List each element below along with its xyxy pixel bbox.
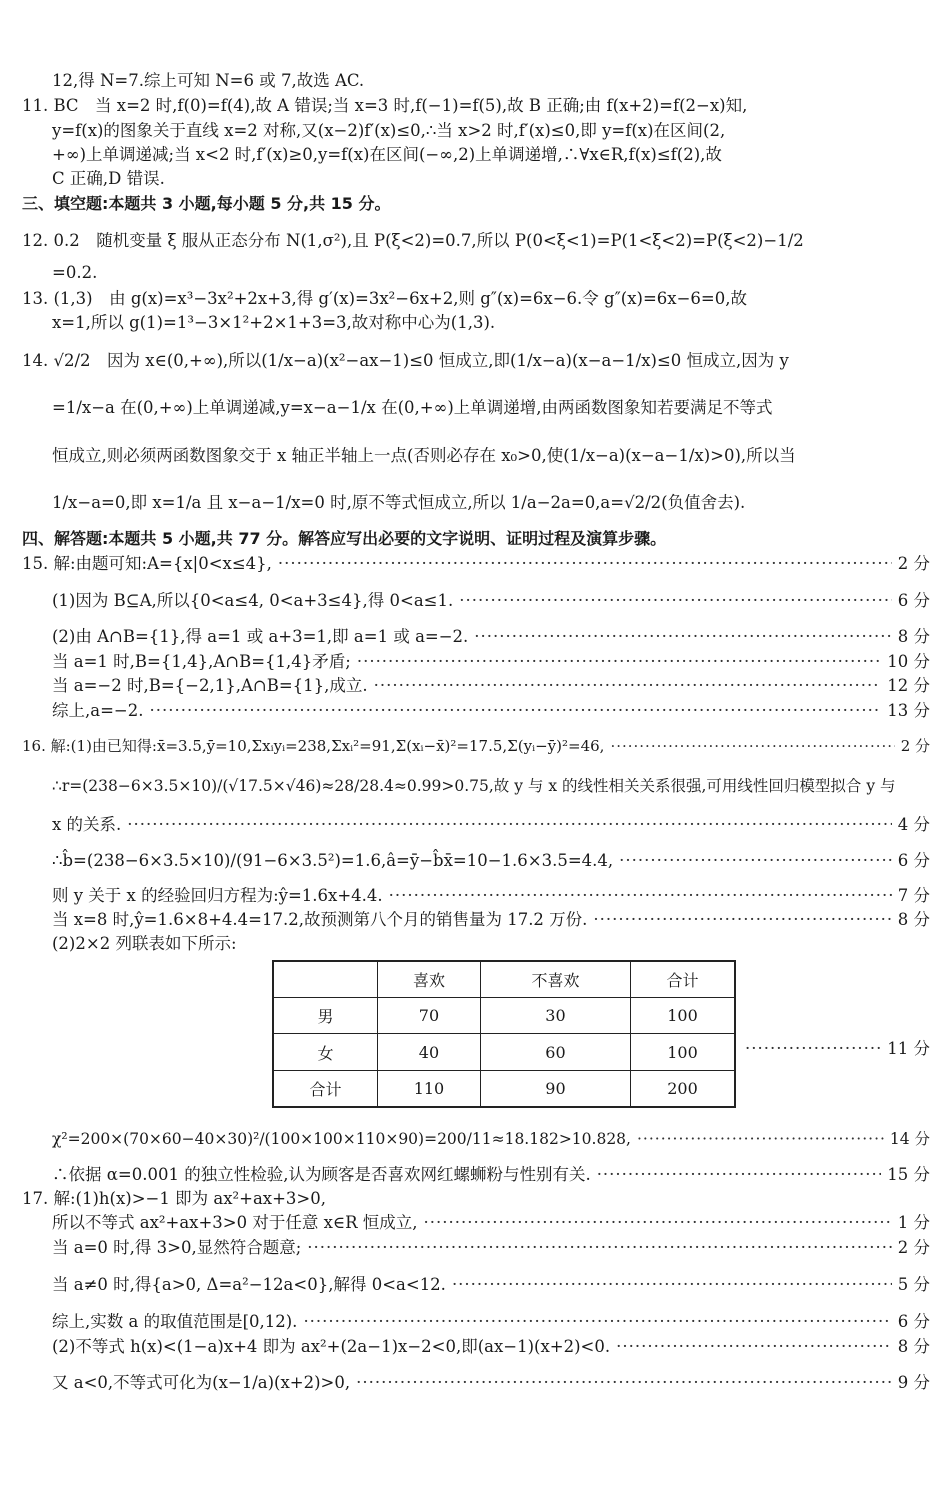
scored-line: ∴依据 α=0.001 的独立性检验,认为顾客是否喜欢网红螺蛳粉与性别有关. ····· 15 分 — [0, 1164, 950, 1186]
table-cell: 男 — [273, 998, 377, 1034]
scored-line: 综上,a=−2. ····· 13 分 — [0, 700, 950, 722]
table-intro: (2)2×2 列联表如下所示: — [52, 934, 237, 953]
line-2: 11. BC 当 x=2 时,f(0)=f(4),故 A 错误;当 x=3 时,f(−1)=f(5),故 B 正确;由 f(x+2)=f(2−x)知, — [22, 96, 748, 115]
scored-line: (1)因为 B⊆A,所以{0<a≤4, 0<a+3≤4},得 0<a≤1. ····· 6 分 — [0, 590, 950, 612]
scored-line: χ²=200×(70×60−40×30)²/(100×100×110×90)=200/11≈18.182>10.828, ····· 14 分 — [0, 1128, 950, 1150]
scored-line: ∴b̂=(238−6×3.5×10)/(91−6×3.5²)=1.6,â=ȳ−b̂x̄=10−1.6×3.5=4.4, ····· 6 分 — [0, 850, 950, 872]
problem-17-start: 17. 解:(1)h(x)>−1 即为 ax²+ax+3>0, — [22, 1189, 326, 1208]
table-cell: 合计 — [273, 1070, 377, 1107]
table-cell: 100 — [631, 1034, 735, 1070]
table-cell: 不喜欢 — [480, 961, 630, 998]
contingency-table — [272, 960, 736, 1108]
scored-line: (2)不等式 h(x)<(1−a)x+4 即为 ax²+(2a−1)x−2<0,即(ax−1)(x+2)<0. ····· 8 分 — [0, 1336, 950, 1358]
line-6: 12. 0.2 随机变量 ξ 服从正态分布 N(1,σ²),且 P(ξ<2)=0.7,所以 P(0<ξ<1)=P(1<ξ<2)=P(ξ<2)−1/2 — [22, 231, 804, 250]
table-cell — [273, 961, 377, 998]
scored-line: 当 a=1 时,B={1,4},A∩B={1,4}矛盾; ····· 10 分 — [0, 651, 950, 673]
table-cell: 40 — [377, 1034, 480, 1070]
scored-line: 当 a=−2 时,B={−2,1},A∩B={1},成立. ····· 12 分 — [0, 675, 950, 697]
table-row — [273, 998, 735, 1034]
line-12: 恒成立,则必须两函数图象交于 x 轴正半轴上一点(否则必存在 x₀>0,使(1/x−a)(x−a−1/x)>0),所以当 — [52, 446, 796, 465]
scored-line: (2)由 A∩B={1},得 a=1 或 a+3=1,即 a=1 或 a=−2. ····· 8 分 — [0, 626, 950, 648]
table-row — [273, 1070, 735, 1107]
table-cell: 30 — [480, 998, 630, 1034]
table-cell: 合计 — [631, 961, 735, 998]
table-cell: 110 — [377, 1070, 480, 1107]
table-cell: 60 — [480, 1034, 630, 1070]
scored-line: 又 a<0,不等式可化为(x−1/a)(x+2)>0, ····· 9 分 — [0, 1372, 950, 1394]
table-cell: 70 — [377, 998, 480, 1034]
line-8: 13. (1,3) 由 g(x)=x³−3x²+2x+3,得 g′(x)=3x²−6x+2,则 g″(x)=6x−6.令 g″(x)=6x−6=0,故 — [22, 289, 747, 308]
correlation-line: ∴r=(238−6×3.5×10)/(√17.5×√46)≈28/28.4≈0.99>0.75,故 y 与 x 的线性相关关系很强,可用线性回归模型拟合 y 与 — [52, 777, 896, 795]
line-3: y=f(x)的图象关于直线 x=2 对称,又(x−2)f′(x)≤0,∴当 x>2 时,f′(x)≤0,即 y=f(x)在区间(2, — [52, 121, 726, 140]
table-cell: 100 — [631, 998, 735, 1034]
table-row — [273, 961, 735, 998]
scored-line: 所以不等式 ax²+ax+3>0 对于任意 x∈R 恒成立, ····· 1 分 — [0, 1212, 950, 1234]
table-cell: 90 — [480, 1070, 630, 1107]
line-4: +∞)上单调递减;当 x<2 时,f′(x)≥0,y=f(x)在区间(−∞,2)上单调递增,∴∀x∈R,f(x)≤f(2),故 — [52, 145, 722, 164]
table-row — [273, 1034, 735, 1070]
scored-line: 综上,实数 a 的取值范围是[0,12). ····· 6 分 — [0, 1311, 950, 1333]
table-cell: 女 — [273, 1034, 377, 1070]
scored-line: 16. 解:(1)由已知得:x̄=3.5,ȳ=10,Σxᵢyᵢ=238,Σxᵢ²=91,Σ(xᵢ−x̄)²=17.5,Σ(yᵢ−ȳ)²=46, ····· 2 分 — [0, 735, 950, 757]
line-1: 12,得 N=7.综上可知 N=6 或 7,故选 AC. — [52, 71, 365, 90]
line-11: =1/x−a 在(0,+∞)上单调递减,y=x−a−1/x 在(0,+∞)上单调递增,由两函数图象知若要满足不等式 — [52, 398, 773, 417]
line-13: 1/x−a=0,即 x=1/a 且 x−a−1/x=0 时,原不等式恒成立,所以 1/a−2a=0,a=√2/2(负值舍去). — [52, 493, 746, 512]
scored-line: 15. 解:由题可知:A={x|0<x≤4}, ····· 2 分 — [0, 553, 950, 575]
scored-line: 当 a≠0 时,得{a>0, Δ=a²−12a<0},解得 0<a<12. ····· 5 分 — [0, 1274, 950, 1296]
line-5: C 正确,D 错误. — [52, 169, 165, 188]
line-10: 14. √2/2 因为 x∈(0,+∞),所以(1/x−a)(x²−ax−1)≤0 恒成立,即(1/x−a)(x−a−1/x)≤0 恒成立,因为 y — [22, 351, 789, 370]
scored-line: 当 x=8 时,ŷ=1.6×8+4.4=17.2,故预测第八个月的销售量为 17.2 万份. ····· 8 分 — [0, 909, 950, 931]
section-4-heading: 四、解答题:本题共 5 小题,共 77 分。解答应写出必要的文字说明、证明过程及演算步骤。 — [22, 529, 667, 548]
table-cell: 喜欢 — [377, 961, 480, 998]
table-cell: 200 — [631, 1070, 735, 1107]
scored-line: 则 y 关于 x 的经验回归方程为:ŷ=1.6x+4.4. ····· 7 分 — [0, 885, 950, 907]
scored-line: ····· 11 分 — [745, 1038, 950, 1060]
line-9: x=1,所以 g(1)=1³−3×1²+2×1+3=3,故对称中心为(1,3). — [52, 313, 496, 332]
scored-line: x 的关系. ····· 4 分 — [0, 814, 950, 836]
line-7: =0.2. — [52, 263, 98, 282]
scored-line: 当 a=0 时,得 3>0,显然符合题意; ····· 2 分 — [0, 1237, 950, 1259]
section-3-heading: 三、填空题:本题共 3 小题,每小题 5 分,共 15 分。 — [22, 194, 391, 213]
